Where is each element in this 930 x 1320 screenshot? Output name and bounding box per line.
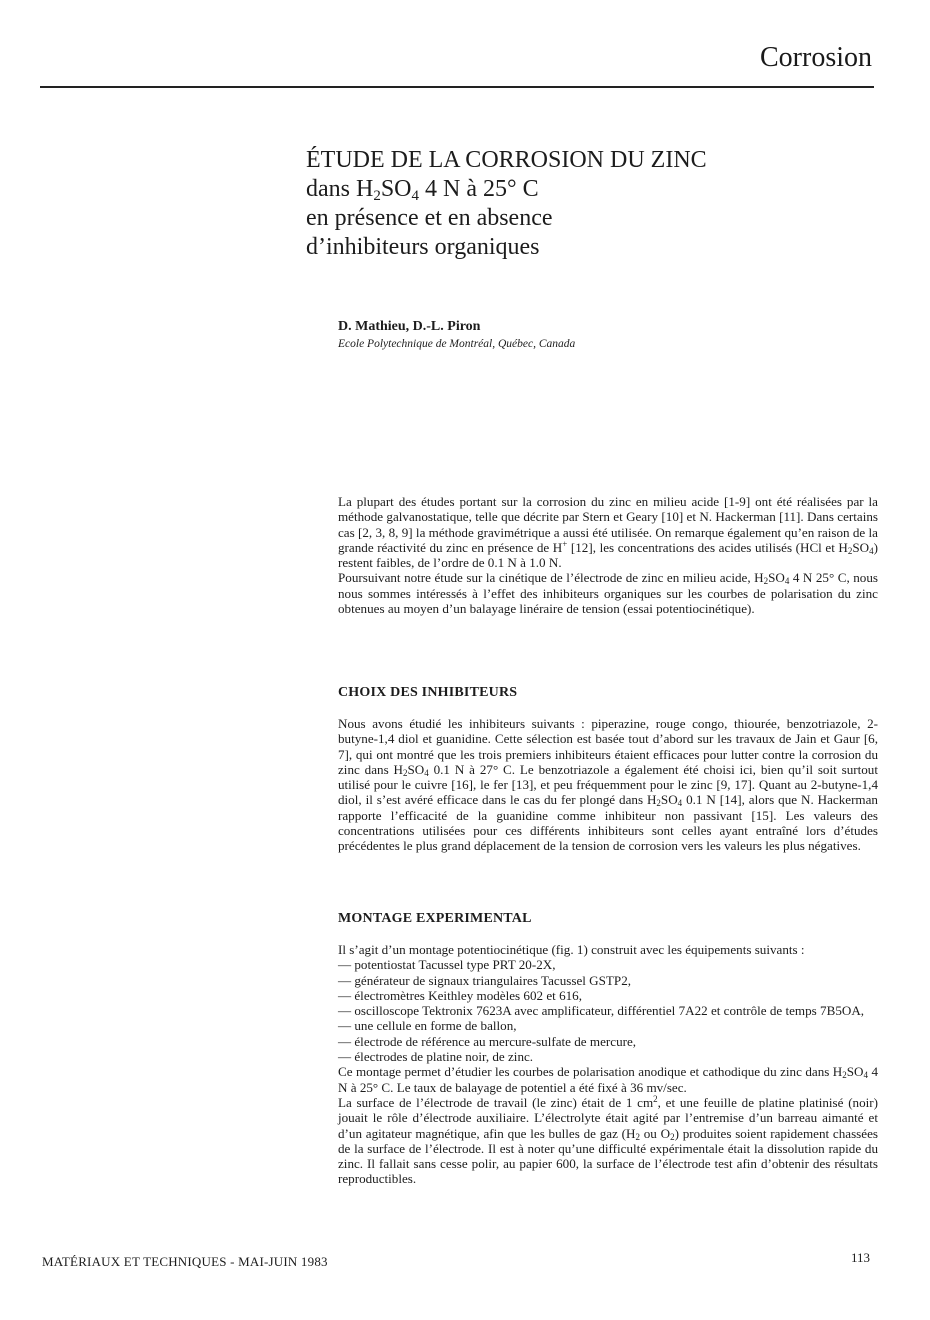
title-line-2: dans $H_2SO_4$ 4 N à 25° C: [306, 176, 539, 204]
introduction: [338, 494, 878, 616]
list-item: — oscilloscope Tektronix 7623A avec amplificateur, différentiel 7A22 et contrôle de temps 7B5OA,: [338, 1003, 865, 1019]
section-heading-choix: CHOIX DES INHIBITEURS: [338, 685, 518, 700]
list-item: — électrode de référence au mercure-sulfate de mercure,: [338, 1033, 637, 1049]
list-item: — une cellule en forme de ballon,: [338, 1018, 517, 1034]
title-line-1: ÉTUDE DE LA CORROSION DU ZINC: [306, 147, 707, 173]
section-heading-montage: MONTAGE EXPERIMENTAL: [338, 911, 532, 926]
journal-footer: MATÉRIAUX ET TECHNIQUES - MAI-JUIN 1983: [42, 1254, 328, 1269]
list-item: — générateur de signaux triangulaires Tacussel GSTP2,: [338, 972, 632, 988]
section-choix: [338, 684, 878, 854]
montage-intro: Il s’agit d’un montage potentiocinétique (fig. 1) construit avec les équipements suivants :: [338, 942, 805, 957]
montage-paragraph-2: Ce montage permet d’étudier les courbes de polarisation anodique et cathodique du zinc dans $H_2SO_4$ 4 N à 25° C. Le taux de balayage de potentiel a été fixé à 36 mv/sec.: [338, 1064, 878, 1095]
list-item: — électromètres Keithley modèles 602 et 616,: [338, 987, 582, 1003]
author-names: D. Mathieu, D.-L. Piron: [338, 319, 481, 334]
list-item: — électrodes de platine noir, de zinc.: [338, 1049, 534, 1065]
section-label: Corrosion: [760, 42, 872, 73]
list-item: — potentiostat Tacussel type PRT 20-2X,: [338, 957, 556, 973]
equipment-list: [338, 957, 878, 1064]
choix-paragraph: Nous avons étudié les inhibiteurs suivants : piperazine, rouge congo, thiourée, benzotriazole, 2-butyne-1,4 diol et guanidine. Cette sélection est basée tout d’abord sur les travaux de Jain et Gaur [6, 7], qui ont montré que les trois premiers inhibiteurs étaient efficaces pour lutter contre la corrosion du zinc dans $H_2SO_4$ 0.1 N à 27° C. Le benzotriazole a également été choisi ici, bien qu’il soit surtout utilisé pour le cuivre [16], le fer [13], et peu fréquemment pour le zinc [9, 17]. Quant au 2-butyne-1,4 diol, il s’est avéré efficace dans le cas du fer plongé dans $H_2SO_4$ 0.1 N [14], alors que N. Hackerman rapporte l’efficacité de la guanidine comme inhibiteur non passivant [15]. Les valeurs des concentrations utilisées pour ces différents inhibiteurs sont celles ayant entraîné lors d’études précédentes le plus grand déplacement de la tension de corrosion vers les valeurs les plus négatives.: [338, 716, 878, 854]
montage-paragraph-3: La surface de l’électrode de travail (le zinc) était de 1 $cm^2$, et une feuille de platine platinisé (noir) jouait le rôle d’électrode auxiliaire. L’électrolyte était agité par l’entremise d’un barreau aimanté et d’un agitateur magnétique, afin que les bulles de gaz ($H_2$ ou $O_2$) produites soient rapidement chassées de la surface de l’électrode. Il est à noter qu’une difficulté expérimentale était la dissolution rapide du zinc. Il fallait sans cesse polir, au papier 600, la surface de l’électrode test afin d’obtenir des résultats reproductibles.: [338, 1093, 879, 1187]
page-number: 113: [850, 1250, 870, 1265]
section-montage: [338, 910, 878, 1187]
author-affiliation: Ecole Polytechnique de Montréal, Québec, Canada: [338, 338, 576, 350]
title-line-3: en présence et en absence: [306, 205, 553, 231]
intro-paragraph-1: La plupart des études portant sur la corrosion du zinc en milieu acide [1-9] ont été réalisées par la méthode galvanostatique, telle que décrite par Stern et Geary [10] et N. Hackerman [11]. Dans certains cas [2, 3, 8, 9] la méthode gravimétrique a aussi été utilisée. On remarque également qu’en raison de la grande réactivité du zinc en présence de H+ [12], les concentrations des acides utilisés (HCl et $H_2SO_4$) restent faibles, de l’ordre de 0.1 N à 1.0 N.: [338, 494, 878, 571]
intro-paragraph-2: Poursuivant notre étude sur la cinétique de l’électrode de zinc en milieu acide, $H_2SO_4$ 4 N 25° C, nous nous sommes intéressés à l’effet des inhibiteurs organiques sur les courbes de polarisation du zinc obtenues au moyen d’un balayage linéraire de tension (essai potentiocinétique).: [338, 570, 878, 617]
title-line-4: d’inhibiteurs organiques: [306, 234, 540, 260]
author-block: [338, 318, 868, 352]
article-title: [306, 146, 866, 262]
header-rule: [40, 86, 874, 88]
